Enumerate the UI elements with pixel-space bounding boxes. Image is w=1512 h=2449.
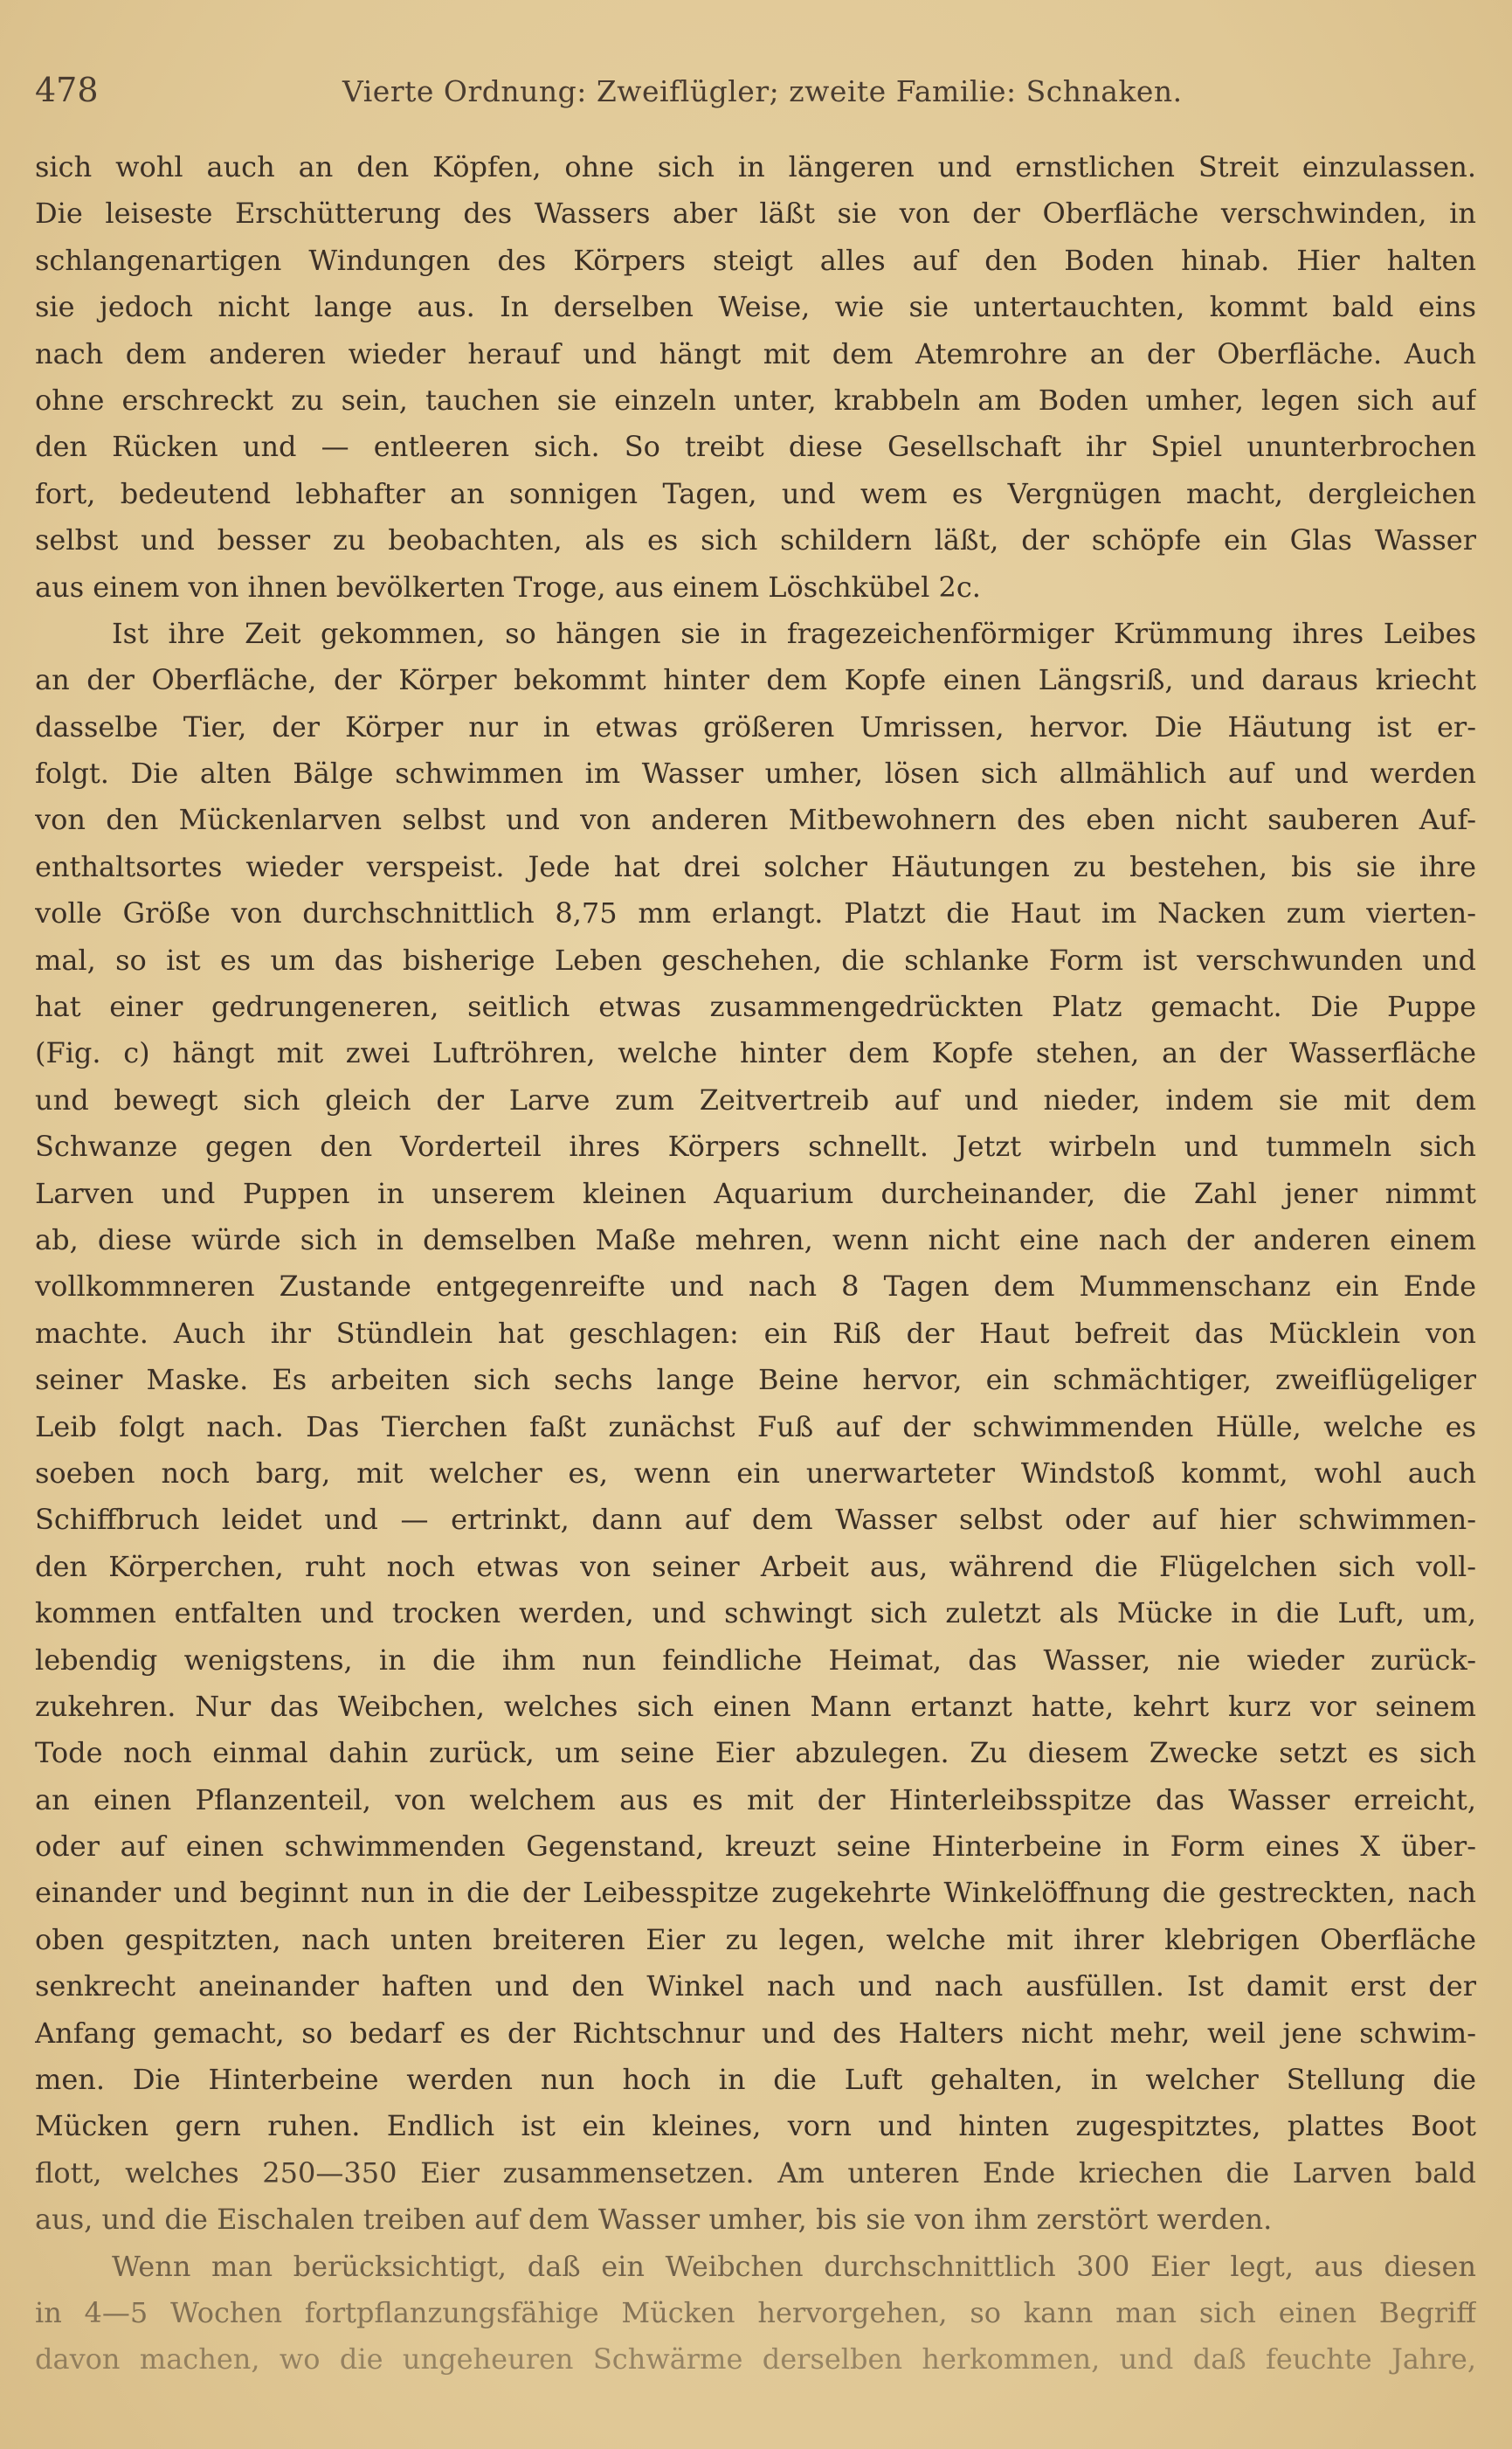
text-line: men. Die Hinterbeine werden nun hoch in die Luft gehalten, in welcher Stellung die [35, 2063, 1476, 2097]
running-head [35, 68, 1476, 112]
text-line: sie jedoch nicht lange aus. In derselben Weise, wie sie untertauchten, kommt bald eins [35, 290, 1476, 324]
text-line: Tode noch einmal dahin zurück, um seine Eier abzulegen. Zu diesem Zwecke setzt es sich [35, 1736, 1476, 1770]
text-line: und bewegt sich gleich der Larve zum Zeitvertreib auf und nieder, indem sie mit dem [35, 1083, 1476, 1117]
text-line: sich wohl auch an den Köpfen, ohne sich in längeren und ernstlichen Streit einzulassen. [35, 150, 1476, 183]
running-head-title: Vierte Ordnung: Zweiflügler; zweite Familie: Schnaken. [342, 74, 1183, 108]
text-line: soeben noch barg, mit welcher es, wenn ein unerwarteter Windstoß kommt, wohl auch [35, 1456, 1476, 1490]
text-line: von den Mückenlarven selbst und von anderen Mitbewohnern des eben nicht sauberen Auf- [35, 803, 1476, 837]
text-line: mal, so ist es um das bisherige Leben geschehen, die schlanke Form ist verschwunden und [35, 943, 1476, 977]
text-line: nach dem anderen wieder herauf und hängt mit dem Atemrohre an der Oberfläche. Auch [35, 336, 1476, 370]
book-page [35, 0, 1476, 2449]
text-line: oder auf einen schwimmenden Gegenstand, kreuzt seine Hinterbeine in Form eines X über- [35, 1830, 1476, 1864]
text-line: Larven und Puppen in unserem kleinen Aquarium durcheinander, die Zahl jener nimmt [35, 1176, 1476, 1210]
text-line: Schwanze gegen den Vorderteil ihres Körpers schnellt. Jetzt wirbeln und tummeln sich [35, 1130, 1476, 1164]
text-line: in 4—5 Wochen fortpflanzungsfähige Mücken hervorgehen, so kann man sich einen Begriff [35, 2295, 1476, 2329]
text-line: (Fig. c) hängt mit zwei Luftröhren, welche hinter dem Kopfe stehen, an der Wasserfläche [35, 1036, 1476, 1070]
text-line: Die leiseste Erschütterung des Wassers aber läßt sie von der Oberfläche verschwinden, in [35, 197, 1476, 231]
text-line: ohne erschreckt zu sein, tauchen sie einzeln unter, krabbeln am Boden umher, legen sich auf [35, 383, 1476, 417]
text-line: an einen Pflanzenteil, von welchem aus es mit der Hinterleibsspitze das Wasser erreicht, [35, 1782, 1476, 1816]
text-line: Wenn man berücksichtigt, daß ein Weibchen durchschnittlich 300 Eier legt, aus diesen [112, 2249, 1476, 2283]
text-line: oben gespitzten, nach unten breiteren Eier zu legen, welche mit ihrer klebrigen Oberfläche [35, 1922, 1476, 1956]
text-line: fort, bedeutend lebhafter an sonnigen Tagen, und wem es Vergnügen macht, dergleichen [35, 476, 1476, 510]
text-line: an der Oberfläche, der Körper bekommt hinter dem Kopfe einen Längsriß, und daraus kriecht [35, 663, 1476, 697]
text-line: hat einer gedrungeneren, seitlich etwas zusammengedrückten Platz gemacht. Die Puppe [35, 990, 1476, 1024]
body-text [35, 144, 1476, 2383]
page-number: 478 [35, 71, 99, 109]
text-line: aus, und die Eischalen treiben auf dem Wasser umher, bis sie von ihm zerstört werden. [35, 2203, 1273, 2237]
text-line: Ist ihre Zeit gekommen, so hängen sie in fragezeichenförmiger Krümmung ihres Leibes [112, 616, 1476, 650]
text-line: folgt. Die alten Bälge schwimmen im Wasser umher, lösen sich allmählich auf und werden [35, 757, 1476, 791]
text-line: den Körperchen, ruht noch etwas von seiner Arbeit aus, während die Flügelchen sich voll- [35, 1549, 1476, 1583]
text-line: seiner Maske. Es arbeiten sich sechs lange Beine hervor, ein schmächtiger, zweiflügeliger [35, 1363, 1476, 1397]
text-line: selbst und besser zu beobachten, als es sich schildern läßt, der schöpfe ein Glas Wasser [35, 523, 1476, 557]
text-line: ab, diese würde sich in demselben Maße mehren, wenn nicht eine nach der anderen einem [35, 1222, 1476, 1256]
text-line: Anfang gemacht, so bedarf es der Richtschnur und des Halters nicht mehr, weil jene schwim- [35, 2016, 1476, 2050]
text-line: aus einem von ihnen bevölkerten Troge, aus einem Löschkübel 2c. [35, 570, 981, 604]
text-line: Schiffbruch leidet und — ertrinkt, dann auf dem Wasser selbst oder auf hier schwimmen- [35, 1503, 1476, 1537]
text-line: einander und beginnt nun in die der Leibesspitze zugekehrte Winkelöffnung die gestreckten, nach [35, 1876, 1476, 1910]
text-line: flott, welches 250—350 Eier zusammensetzen. Am unteren Ende kriechen die Larven bald [35, 2155, 1476, 2190]
text-line: schlangenartigen Windungen des Körpers steigt alles auf den Boden hinab. Hier halten [35, 243, 1476, 277]
text-line: dasselbe Tier, der Körper nur in etwas größeren Umrissen, hervor. Die Häutung ist er- [35, 709, 1476, 744]
text-line: senkrecht aneinander haften und den Winkel nach und nach ausfüllen. Ist damit erst der [35, 1969, 1476, 2003]
text-line: volle Größe von durchschnittlich 8,75 mm erlangt. Platzt die Haut im Nacken zum vierten- [35, 896, 1476, 930]
text-line: vollkommneren Zustande entgegenreifte und nach 8 Tagen dem Mummenschanz ein Ende [35, 1269, 1476, 1304]
text-line: lebendig wenigstens, in die ihm nun feindliche Heimat, das Wasser, nie wieder zurück- [35, 1643, 1476, 1677]
text-line: zukehren. Nur das Weibchen, welches sich einen Mann ertanzt hatte, kehrt kurz vor seinem [35, 1689, 1476, 1723]
text-line: enthaltsortes wieder verspeist. Jede hat drei solcher Häutungen zu bestehen, bis sie ihre [35, 849, 1476, 883]
text-line: Mücken gern ruhen. Endlich ist ein kleines, vorn und hinten zugespitztes, plattes Boot [35, 2109, 1476, 2143]
text-line: davon machen, wo die ungeheuren Schwärme derselben herkommen, und daß feuchte Jahre, [35, 2342, 1476, 2376]
text-line: Leib folgt nach. Das Tierchen faßt zunächst Fuß auf der schwimmenden Hülle, welche es [35, 1409, 1476, 1443]
text-line: machte. Auch ihr Stündlein hat geschlagen: ein Riß der Haut befreit das Mücklein von [35, 1316, 1476, 1350]
text-line: kommen entfalten und trocken werden, und schwingt sich zuletzt als Mücke in die Luft, um, [35, 1596, 1476, 1630]
text-line: den Rücken und — entleeren sich. So treibt diese Gesellschaft ihr Spiel ununterbrochen [35, 430, 1476, 464]
